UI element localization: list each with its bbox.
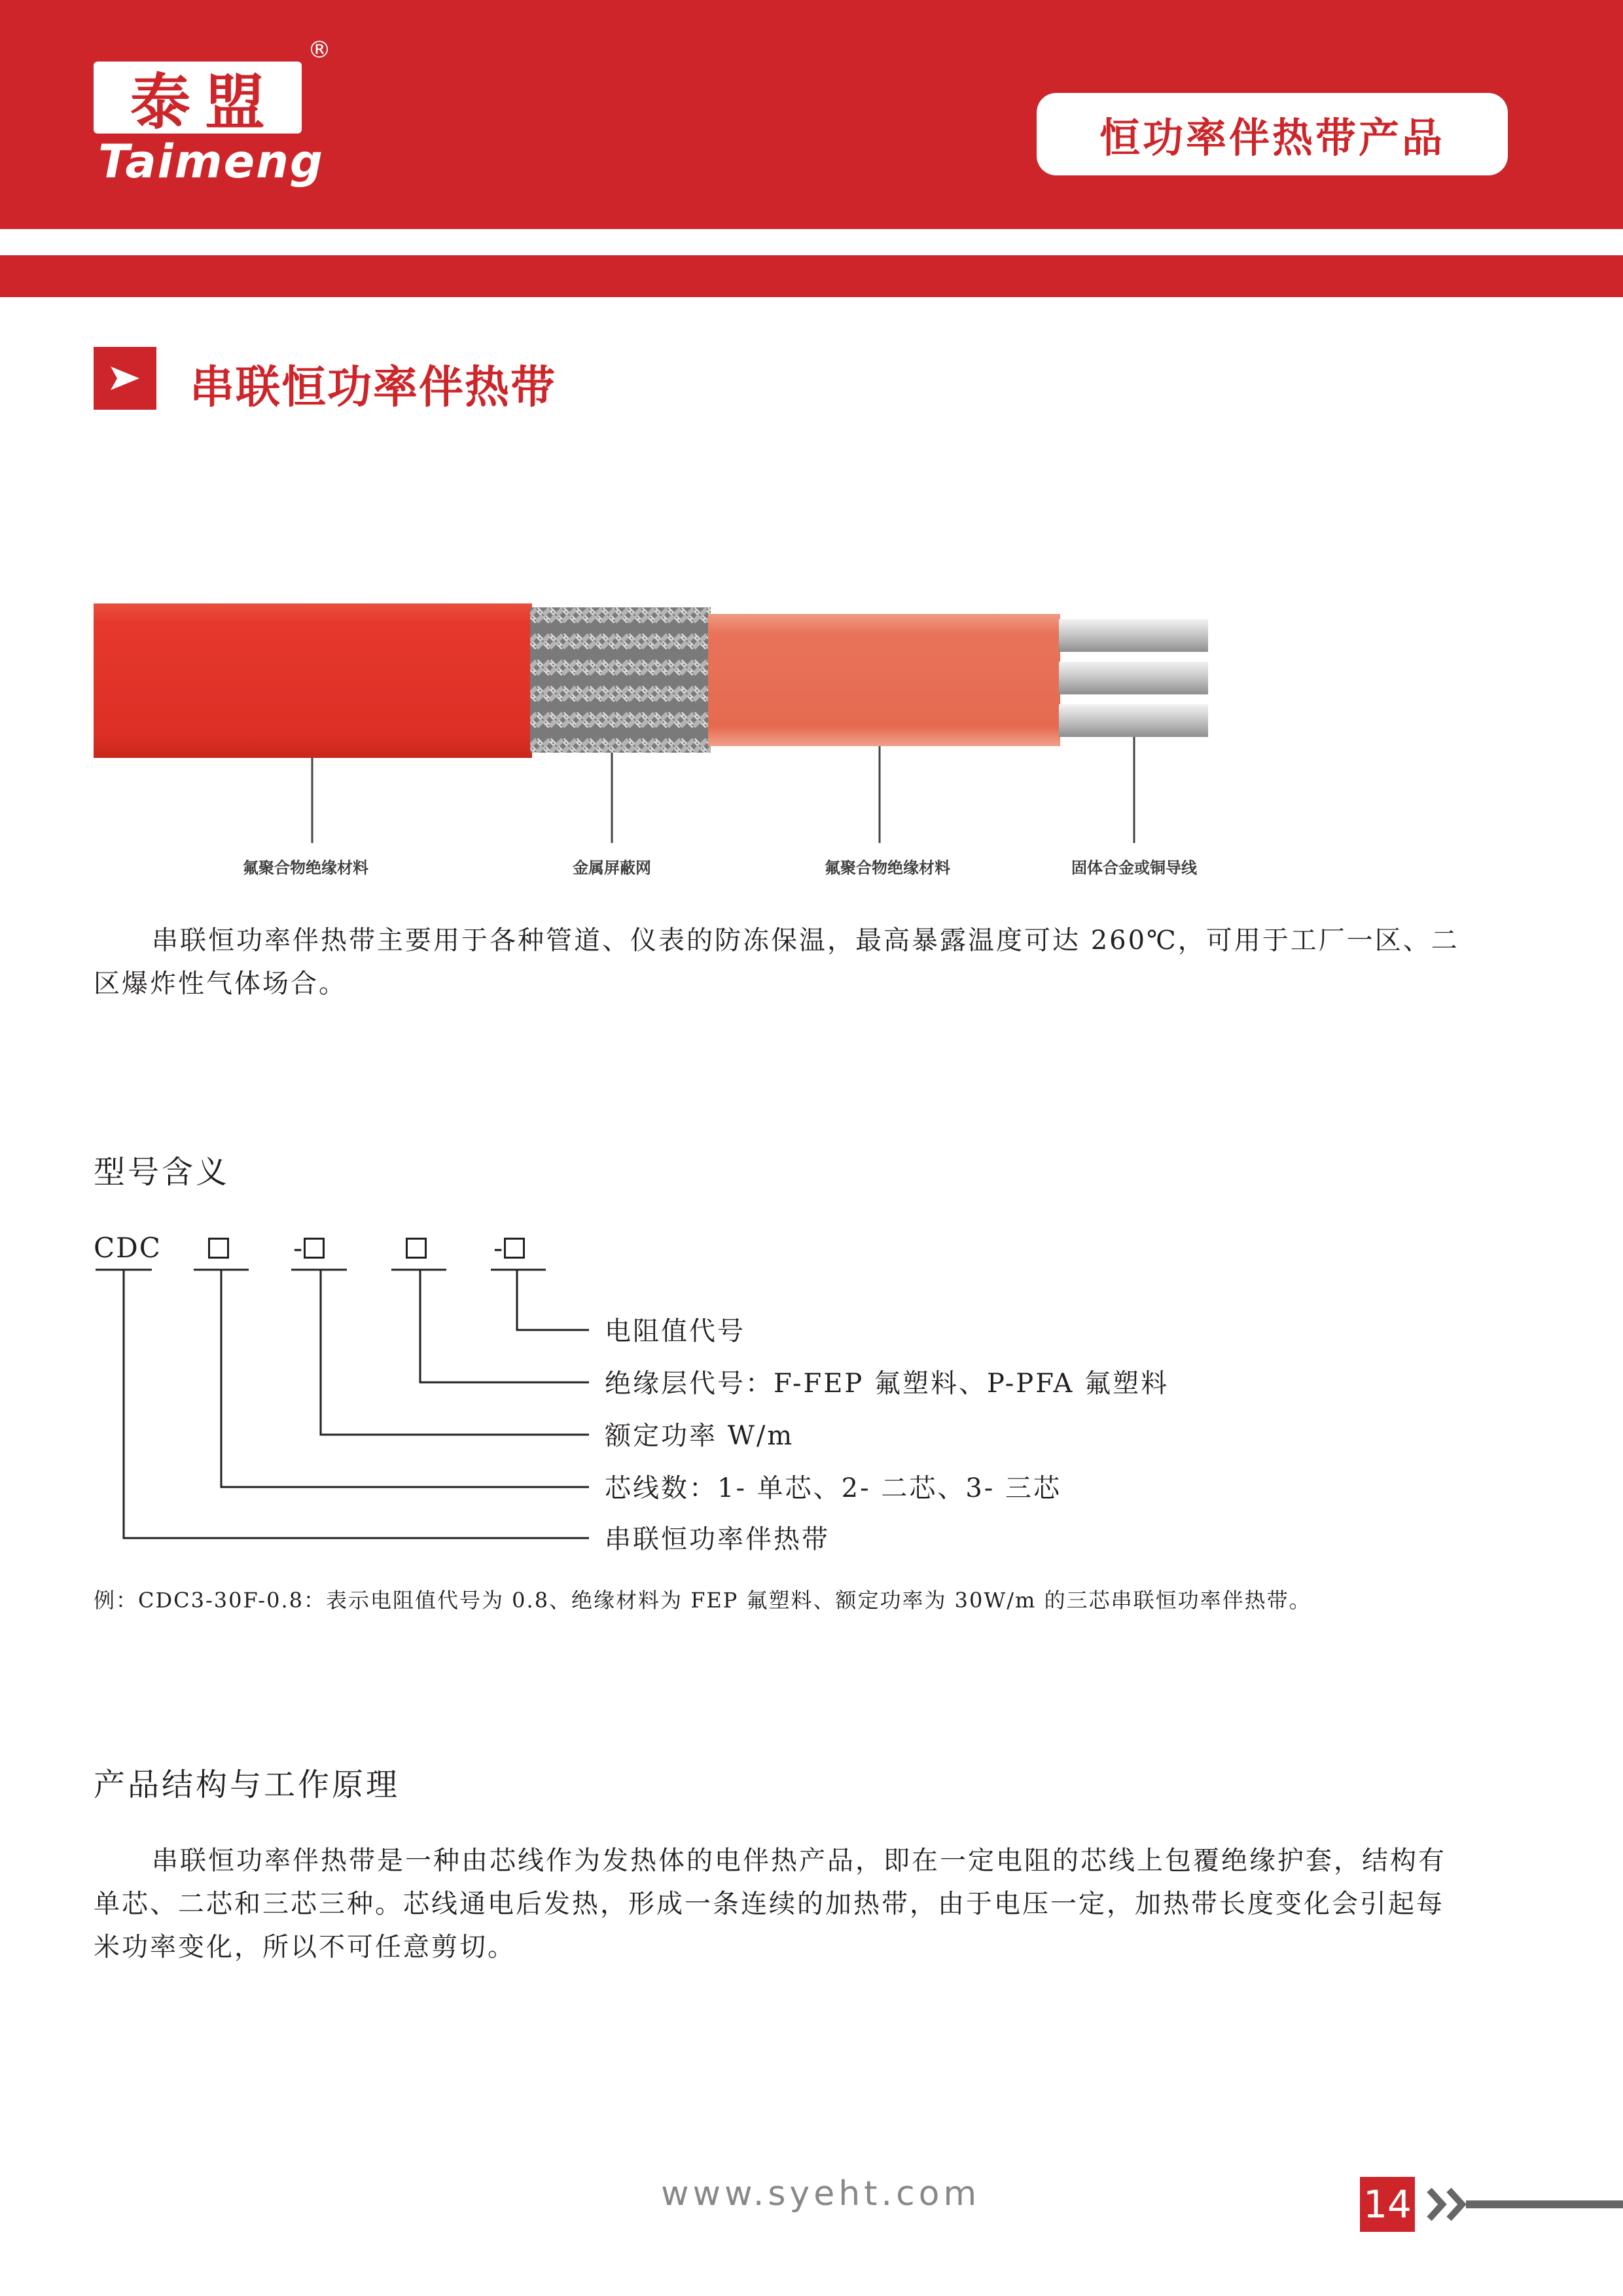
connector-resistance <box>517 1270 589 1330</box>
conductor-3 <box>1059 704 1208 737</box>
connector-cores <box>221 1270 589 1487</box>
connector-power <box>321 1270 589 1435</box>
conductor-1 <box>1059 619 1208 652</box>
page-number-badge <box>1360 2177 1415 2232</box>
legend-power: 额定功率 W/m <box>605 1421 794 1451</box>
legend-resistance: 电阻值代号 <box>605 1316 745 1346</box>
label-conductor: 固体合金或铜导线 <box>1071 859 1197 877</box>
header-stripe <box>0 255 1623 297</box>
connector-prefix <box>124 1270 589 1538</box>
section-title: 串联恒功率伴热带 <box>190 362 557 414</box>
footer-website-url[interactable]: www.syeht.com <box>661 2174 981 2214</box>
model-heading: 型号含义 <box>94 1154 230 1191</box>
logo-chinese: 泰盟 <box>130 67 279 137</box>
play-arrow-icon <box>94 347 156 410</box>
structure-line-3: 米功率变化，所以不可任意剪切。 <box>94 1932 516 1962</box>
intro-line-1: 串联恒功率伴热带主要用于各种管道、仪表的防冻保温，最高暴露温度可达 260℃，可用于工厂一区、二 <box>152 925 1459 956</box>
label-inner-insulation: 氟聚合物绝缘材料 <box>825 859 950 877</box>
label-outer-insulation: 氟聚合物绝缘材料 <box>243 859 368 877</box>
outer-jacket <box>94 603 532 758</box>
legend-insulation: 绝缘层代号：F-FEP 氟塑料、P-PFA 氟塑料 <box>605 1369 1169 1399</box>
logo-box <box>94 62 302 137</box>
metal-shield-braid <box>530 607 711 753</box>
legend-product: 串联恒功率伴热带 <box>605 1524 830 1554</box>
model-slot-power: - <box>293 1232 325 1264</box>
conductor-2 <box>1059 662 1208 694</box>
label-metal-shield: 金属屏蔽网 <box>573 859 651 877</box>
page-number: 14 <box>1363 2182 1412 2227</box>
legend-cores: 芯线数：1- 单芯、2- 二芯、3- 三芯 <box>605 1473 1062 1503</box>
intro-line-2: 区爆炸性气体场合。 <box>94 969 347 999</box>
connector-insulation <box>420 1270 589 1382</box>
model-slot-resistance: - <box>493 1232 525 1264</box>
inner-insulation <box>708 614 1060 746</box>
structure-line-2: 单芯、二芯和三芯三种。芯线通电后发热，形成一条连续的加热带，由于电压一定，加热带长度变化会引起每 <box>94 1889 1444 1919</box>
model-legend-connectors <box>0 1244 1623 1558</box>
structure-heading: 产品结构与工作原理 <box>94 1767 401 1803</box>
model-example: 例：CDC3-30F-0.8：表示电阻值代号为 0.8、绝缘材料为 FEP 氟塑料、额定功率为 30W/m 的三芯串联恒功率伴热带。 <box>94 1588 1311 1613</box>
model-prefix: CDC <box>94 1232 162 1264</box>
logo-english: Taimeng <box>98 135 325 188</box>
product-category-label: 恒功率伴热带产品 <box>1099 113 1445 162</box>
product-category-badge <box>1037 93 1508 175</box>
double-chevron-icon <box>1425 2186 1623 2223</box>
registered-mark: ® <box>308 37 331 63</box>
structure-line-1: 串联恒功率伴热带是一种由芯线作为发热体的电伴热产品，即在一定电阻的芯线上包覆绝缘护套，结构有 <box>152 1846 1446 1876</box>
cable-cross-section-diagram <box>0 576 1623 890</box>
